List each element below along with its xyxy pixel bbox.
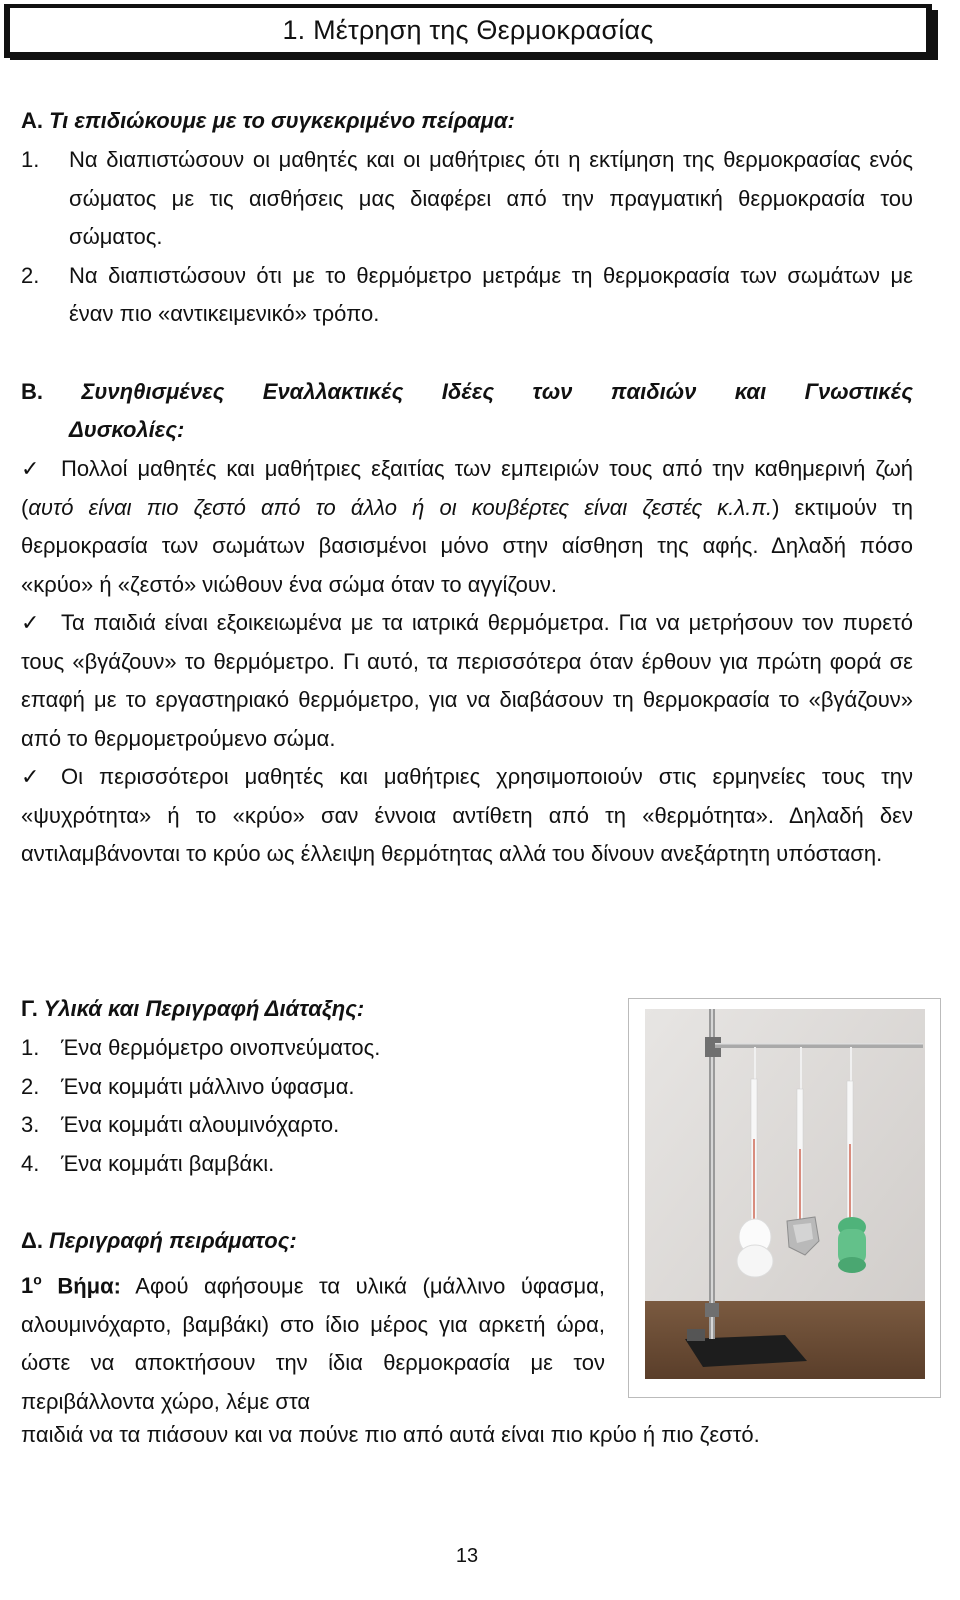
item-text: Οι περισσότεροι μαθητές και μαθήτριες χρησιμοποιούν στις ερμηνείες τους την «ψυχρότητα» ή το «κρύο» σαν έννοια αντίθετη από τη «θερμότητα». Δηλαδή δεν αντιλαμβάνονται το κρύο ως έλλειψη θερμότητας αλλά του δίνουν ανεξάρτητη υπόσταση. xyxy=(21,764,913,866)
item-example: αυτό είναι πιο ζεστό από το άλλο ή οι κουβέρτες είναι ζεστές κ.λ.π. xyxy=(28,494,773,520)
item-number: 2. xyxy=(21,1073,40,1099)
list-item xyxy=(21,1106,380,1145)
objectives-list xyxy=(21,141,913,334)
section-c-heading xyxy=(21,996,364,1022)
item-text: Τα παιδιά είναι εξοικειωμένα με τα ιατρικά θερμόμετρα. Για να μετρήσουν τον πυρετό τους «βγάζουν» το θερμόμετρο. Γι αυτό, τα περισσότερα όταν έρθουν για πρώτη φορά σε επαφή με το εργαστηριακό θερμόμετρο, για να διαβάσουν τη θερμοκρασία το «βγάζουν» από το θερμομετρούμενο σώμα. xyxy=(21,610,913,751)
step-description: Αφού αφήσουμε τα υλικά (μάλλινο ύφασμα, αλουμινόχαρτο, βαμβάκι) στο ίδιο μέρος για αρκετή ώρα, ώστε να αποκτήσουν την ίδια θερμοκρασία με τον περιβάλλοντα χώρο, λέμε στα xyxy=(21,1273,605,1414)
item-text: Να διαπιστώσουν οι μαθητές και οι μαθήτριες ότι η εκτίμηση της θερμοκρασίας ενός σώματος με τις αισθήσεις μας διαφέρει από την πραγματική θερμοκρασία του σώματος. xyxy=(69,147,913,249)
check-icon: ✓ xyxy=(21,764,40,789)
section-a-heading xyxy=(21,108,515,134)
list-item xyxy=(21,1068,380,1107)
list-item xyxy=(21,1029,380,1068)
list-item xyxy=(21,1145,380,1184)
step-label: Βήμα: xyxy=(57,1273,121,1299)
page-title: 1. Μέτρηση της Θερμοκρασίας xyxy=(4,4,932,58)
item-text: Να διαπιστώσουν ότι με το θερμόμετρο μετράμε τη θερμοκρασία των σωμάτων με έναν πιο «αντικειμενικό» τρόπο. xyxy=(69,262,913,326)
list-item xyxy=(21,450,913,604)
item-number: 1. xyxy=(21,1035,40,1060)
list-item xyxy=(21,257,913,334)
section-d-letter: Δ. xyxy=(21,1228,43,1253)
section-b-title: Συνηθισμένες Εναλλακτικές Ιδέες των παιδιών και Γνωστικές xyxy=(81,379,913,404)
item-number: 4. xyxy=(21,1150,40,1176)
check-icon: ✓ xyxy=(21,610,40,635)
section-b-heading xyxy=(21,373,913,411)
step-1-text-cont: παιδιά να τα πιάσουν και να πούνε πιο από αυτά είναι πιο κρύο ή πιο ζεστό. xyxy=(21,1422,760,1447)
experiment-photo-frame xyxy=(628,998,941,1398)
section-a-title: Τι επιδιώκουμε με το συγκεκριμένο πείραμα: xyxy=(49,108,515,133)
section-d-title: Περιγραφή πειράματος: xyxy=(49,1228,297,1253)
section-c-letter: Γ. xyxy=(21,996,38,1021)
item-text: Πολλοί μαθητές και μαθήτριες εξαιτίας των εμπειριών τους από την καθημερινή ζωή ( xyxy=(21,456,913,520)
item-number: 3. xyxy=(21,1112,40,1137)
section-a-letter: Α. xyxy=(21,108,43,133)
section-b-letter: Β. xyxy=(21,379,43,404)
section-c-title: Υλικά και Περιγραφή Διάταξης: xyxy=(43,996,365,1021)
item-text: Ένα θερμόμετρο οινοπνεύματος. xyxy=(61,1035,381,1060)
item-number: 2. xyxy=(21,262,40,288)
item-number: 1. xyxy=(21,147,40,172)
item-text: Ένα κομμάτι μάλλινο ύφασμα. xyxy=(61,1073,355,1099)
step-number: $1^o$ xyxy=(21,1272,42,1299)
list-item xyxy=(21,604,913,758)
section-b-title-cont: Δυσκολίες: xyxy=(69,417,185,442)
experiment-photo xyxy=(645,1009,925,1379)
check-icon: ✓ xyxy=(21,456,40,481)
item-text: Ένα κομμάτι βαμβάκι. xyxy=(61,1150,275,1176)
page-number: 13 xyxy=(455,1545,479,1567)
title-banner xyxy=(4,4,938,60)
list-item xyxy=(21,141,913,257)
step-1-text xyxy=(21,1261,605,1421)
misconceptions-list xyxy=(21,450,913,874)
item-text: Ένα κομμάτι αλουμινόχαρτο. xyxy=(61,1112,340,1137)
section-d-heading xyxy=(21,1228,297,1254)
item-text-cont: ) εκτιμούν τη θερμοκρασία των σωμάτων βασισμένοι μόνο στην αίσθηση της αφής. Δηλαδή πόσο «κρύο» ή «ζεστό» νιώθουν ένα σώμα όταν το αγγίζουν. xyxy=(21,494,913,597)
list-item xyxy=(21,758,913,874)
materials-list xyxy=(21,1029,380,1183)
